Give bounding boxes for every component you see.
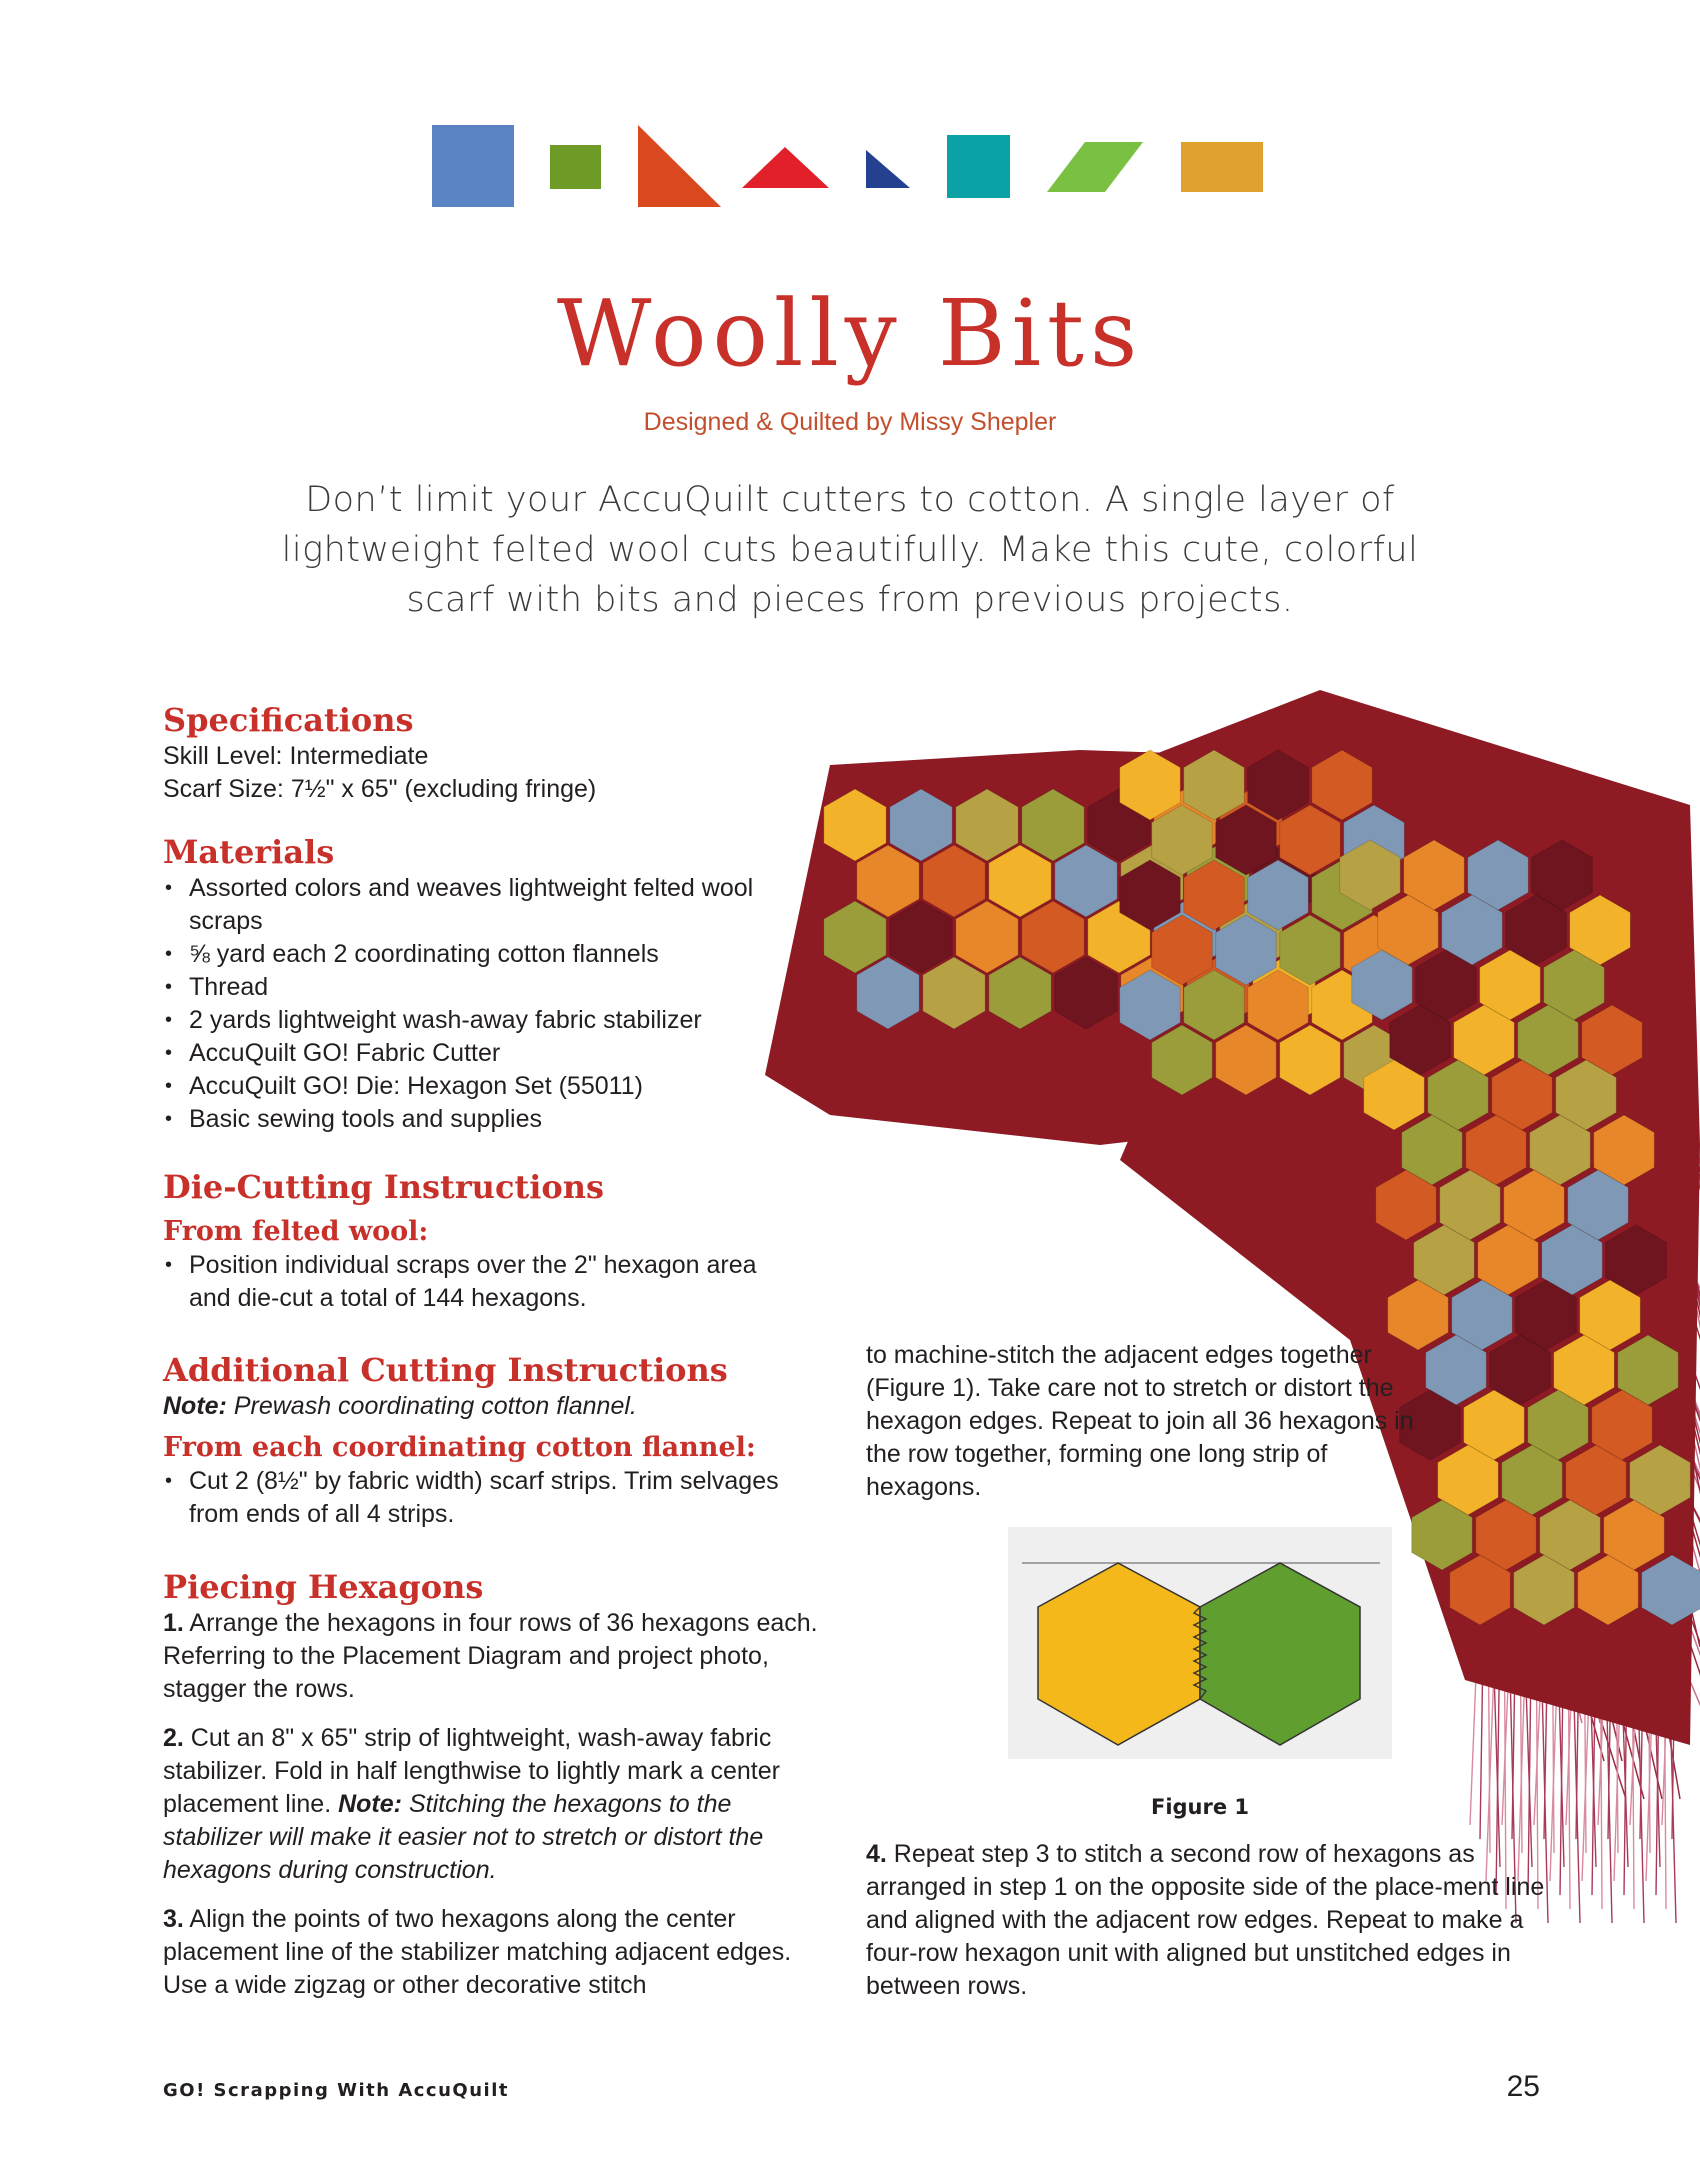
step-2 (163, 1722, 833, 1887)
materials-heading: Materials (163, 833, 335, 871)
list-item: • Thread (163, 971, 803, 1004)
step-3 (163, 1903, 833, 2002)
skill-level: Skill Level: Intermediate (163, 742, 429, 770)
yellow-hexagon (1038, 1563, 1200, 1745)
orange-triangle-shape (638, 125, 721, 207)
die-cutting-section (163, 1167, 803, 1315)
additional-cutting-heading: Additional Cutting Instructions (163, 1351, 728, 1389)
note-text: Prewash coordinating cotton flannel. (226, 1392, 637, 1420)
step-number: 2. (163, 1724, 184, 1752)
gold-rectangle-shape (1181, 142, 1263, 192)
footer-title: GO! Scrapping With AccuQuilt (163, 2080, 509, 2101)
step-note-text: Stitching the hexagons to the stabilizer will make it easier not to stretch or distort the hexagons during construction. (163, 1790, 764, 1884)
list-item: • Cut 2 (8½" by fabric width) scarf strips. Trim selvages from ends of all 4 strips. (163, 1465, 823, 1531)
header-shapes (0, 0, 1700, 220)
die-cutting-heading: Die-Cutting Instructions (163, 1168, 604, 1206)
step-note-label: Note: (338, 1790, 402, 1818)
green-parallelogram-shape (1047, 142, 1143, 192)
materials-section (163, 832, 803, 1136)
intro-paragraph: Don’t limit your AccuQuilt cutters to cotton. A single layer of lightweight felted wool cuts beautifully. Make this cute, colorful scarf with bits and pieces from previous projects. (281, 480, 1419, 620)
byline: Designed & Quilted by Missy Shepler (643, 408, 1057, 436)
flannel-cutting-list (163, 1465, 823, 1531)
red-triangle-shape (742, 147, 829, 188)
list-item: • 2 yards lightweight wash-away fabric stabilizer (163, 1004, 803, 1037)
step-number: 3. (163, 1905, 184, 1933)
page-title: Woolly Bits (556, 280, 1144, 387)
step-text: Align the points of two hexagons along the center placement line of the stabilizer matching adjacent edges. Use a wide zigzag or other decorative stitch (163, 1905, 792, 1999)
step-3-continued: to machine-stitch the adjacent edges together (Figure 1). Take care not to stretch or distort the hexagon edges. Repeat to join all 36 hexagons in the row together, forming one long strip of hexagons. (866, 1341, 1414, 1501)
list-item: • AccuQuilt GO! Fabric Cutter (163, 1037, 803, 1070)
list-item: • Assorted colors and weaves lightweight felted wool scraps (163, 872, 803, 938)
piecing-heading: Piecing Hexagons (163, 1568, 484, 1606)
list-item: • ⅝ yard each 2 coordinating cotton flannels (163, 938, 803, 971)
green-hexagon (1200, 1563, 1360, 1745)
step-text: Repeat step 3 to stitch a second row of hexagons as arranged in step 1 on the opposite side of the place-ment line and aligned with the adjacent row edges. Repeat to make a four-row hexagon unit with aligned but unstitched edges in between rows. (866, 1840, 1545, 2000)
scarf-size: Scarf Size: 7½" x 65" (excluding fringe) (163, 775, 597, 803)
step-1 (163, 1607, 833, 1706)
figure-caption: Figure 1 (1150, 1795, 1250, 1819)
note-label: Note: (163, 1392, 227, 1420)
navy-triangle-shape (866, 150, 910, 188)
materials-list (163, 872, 803, 1136)
step-number: 1. (163, 1609, 184, 1637)
list-item: • AccuQuilt GO! Die: Hexagon Set (55011) (163, 1070, 803, 1103)
die-cutting-subheading: From felted wool: (163, 1216, 429, 1247)
specifications-section (163, 700, 823, 806)
teal-square-shape (947, 135, 1010, 198)
additional-cutting-section (163, 1350, 823, 1531)
step-text: Cut an 8" x 65" strip of lightweight, wash-away fabric stabilizer. Fold in half lengthwise to lightly mark a center placement line. (163, 1724, 780, 1818)
step-text: Arrange the hexagons in four rows of 36 hexagons each. Referring to the Placement Diagram and project photo, stagger the rows. (163, 1609, 818, 1703)
list-item: • Position individual scraps over the 2" hexagon area and die-cut a total of 144 hexagons. (163, 1249, 803, 1315)
specifications-heading: Specifications (163, 701, 414, 739)
page-number: 25 (1506, 2070, 1540, 2103)
piecing-section (163, 1567, 833, 2002)
die-cutting-list (163, 1249, 803, 1315)
step-4 (866, 1838, 1546, 2003)
step-number: 4. (866, 1840, 887, 1868)
list-item: • Basic sewing tools and supplies (163, 1103, 803, 1136)
figure-1-diagram (1008, 1527, 1392, 1759)
flannel-subheading: From each coordinating cotton flannel: (163, 1432, 756, 1463)
green-square-shape (550, 145, 601, 189)
blue-square-shape (432, 125, 514, 207)
